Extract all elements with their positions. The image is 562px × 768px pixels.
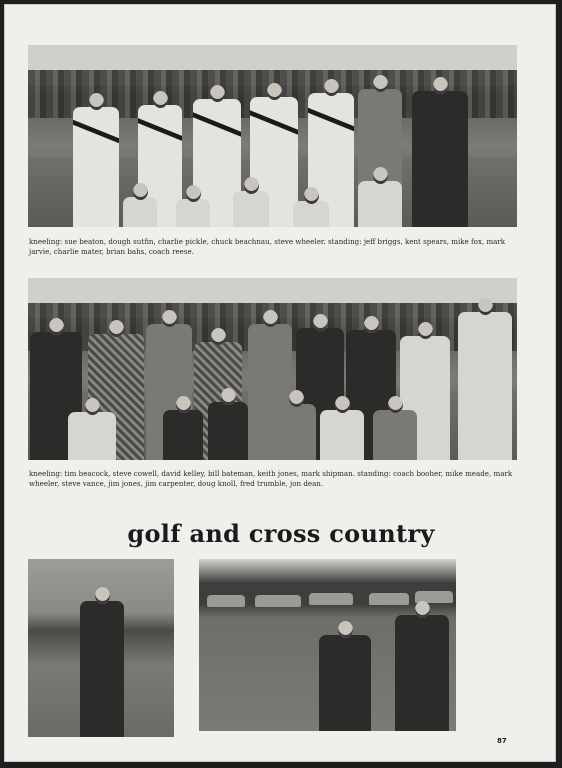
parked-car [207, 595, 245, 607]
parked-car [369, 593, 409, 605]
kneeling-runner-figure [176, 199, 210, 227]
kneeling-golfer-figure [163, 410, 203, 460]
cross-country-caption: kneeling: sue beaton, dough sutfin, charlie pickle, chuck beachnau, steve wheeler. standing: jeff briggs, kent spears, mike fox, mark jarvie, charlie mater, brian bahs, coach reese. [29, 237, 506, 256]
coach-figure [412, 91, 468, 227]
runner-figure [73, 107, 119, 227]
golfer-figure [80, 601, 124, 737]
kneeling-golfer-figure [208, 402, 248, 460]
kneeling-golfer-figure [320, 410, 364, 460]
parked-car [309, 593, 353, 605]
page-number: 87 [497, 737, 507, 745]
golf-caption: kneeling: tim beacock, steve cowell, david kelley, bill bateman, keith jones, mark shipman. standing: coach booher, mike meade, mark wheeler, steve vance, jim jones, jim carpenter, doug knoll, fred trumble, jon dean. [29, 469, 513, 488]
golfer-figure [319, 635, 371, 731]
page-headline: golf and cross country [127, 519, 435, 548]
yearbook-page [4, 4, 556, 762]
coach-figure [458, 312, 512, 460]
golf-team-photo [28, 278, 517, 460]
golfer-swinging-photo [28, 559, 174, 737]
kneeling-runner-figure [293, 201, 329, 227]
cross-country-team-photo [28, 45, 517, 227]
two-golfers-photo [199, 559, 456, 731]
parked-car [255, 595, 301, 607]
kneeling-golfer-figure [68, 412, 116, 460]
kneeling-runner-figure [233, 191, 269, 227]
kneeling-runner-figure [358, 181, 402, 227]
kneeling-runner-figure [123, 197, 157, 227]
kneeling-golfer-figure [373, 410, 417, 460]
kneeling-golfer-figure [276, 404, 316, 460]
golfer-figure [395, 615, 449, 731]
